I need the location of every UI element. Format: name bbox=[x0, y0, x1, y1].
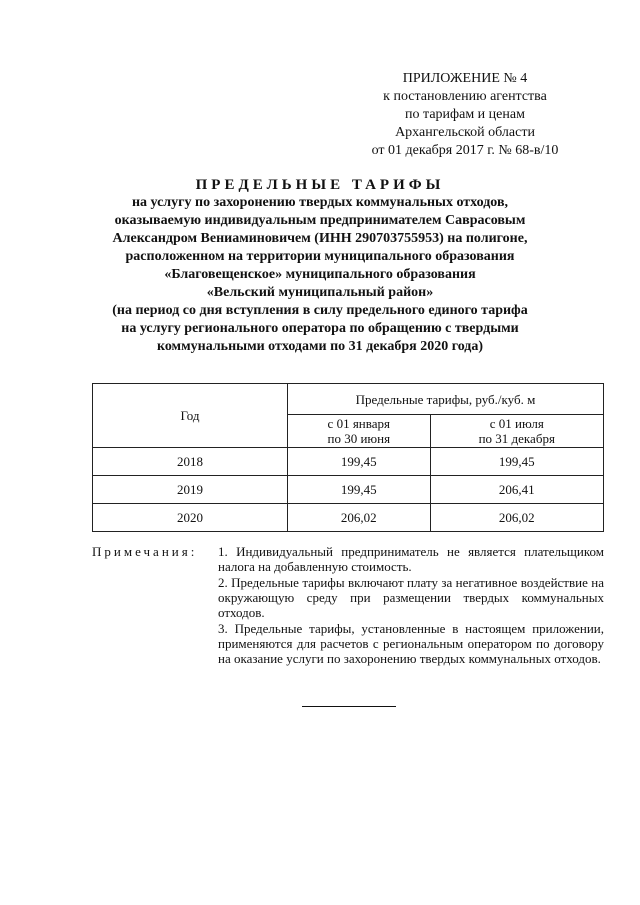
closing-rule bbox=[302, 706, 396, 707]
title-line: оказываемую индивидуальным предпринимателем Саврасовым bbox=[114, 213, 526, 228]
appendix-header bbox=[340, 70, 590, 160]
note-item: 2. Предельные тарифы включают плату за негативное воздействие на окружающую среду при размещении твердых коммунальных отходов. bbox=[218, 575, 604, 620]
title-line: «Благовещенское» муниципального образования bbox=[164, 267, 476, 282]
appendix-line: к постановлению агентства bbox=[383, 89, 547, 104]
notes-label: Примечания: bbox=[92, 544, 198, 559]
table-row bbox=[93, 504, 604, 532]
year-cell: 2020 bbox=[93, 504, 288, 532]
tariff-table bbox=[92, 383, 604, 532]
year-cell: 2019 bbox=[93, 476, 288, 504]
tariff-cell: 206,02 bbox=[288, 504, 431, 532]
table-row bbox=[93, 476, 604, 504]
year-cell: 2018 bbox=[93, 448, 288, 476]
period-to: по 30 июня bbox=[327, 431, 391, 446]
tariff-cell: 206,02 bbox=[430, 504, 603, 532]
appendix-line: Архангельской области bbox=[395, 125, 535, 140]
tariff-cell: 199,45 bbox=[288, 476, 431, 504]
document-title bbox=[90, 176, 550, 356]
appendix-number: ПРИЛОЖЕНИЕ № 4 bbox=[402, 71, 528, 86]
period-to: по 31 декабря bbox=[478, 431, 555, 446]
title-line: Александром Вениаминовичем (ИНН 290703755953) на полигоне, bbox=[112, 231, 528, 246]
table-row bbox=[93, 448, 604, 476]
title-heading: ПРЕДЕЛЬНЫЕ ТАРИФЫ bbox=[195, 177, 445, 193]
tariff-cell: 206,41 bbox=[430, 476, 603, 504]
title-line: коммунальными отходами по 31 декабря 2020 года) bbox=[156, 339, 484, 354]
tariff-header: Предельные тарифы, руб./куб. м bbox=[288, 384, 604, 415]
title-line: «Вельский муниципальный район» bbox=[206, 285, 434, 300]
note-item: 3. Предельные тарифы, установленные в настоящем приложении, применяются для расчетов с региональным оператором по договору на оказание услуги по захоронению твердых коммунальных отходов. bbox=[218, 621, 604, 666]
period-from: с 01 июля bbox=[489, 416, 544, 431]
period-header-first-half bbox=[288, 415, 431, 448]
title-line: расположенном на территории муниципального образования bbox=[125, 249, 515, 264]
title-line: на услугу регионального оператора по обращению с твердыми bbox=[121, 321, 519, 336]
note-item: 1. Индивидуальный предприниматель не является плательщиком налога на добавленную стоимость. bbox=[218, 544, 604, 574]
notes-list bbox=[218, 544, 604, 667]
title-line: (на период со дня вступления в силу предельного единого тарифа bbox=[112, 303, 528, 318]
tariff-cell: 199,45 bbox=[430, 448, 603, 476]
title-line: на услугу по захоронению твердых коммунальных отходов, bbox=[131, 195, 509, 210]
period-from: с 01 января bbox=[327, 416, 390, 431]
year-header: Год bbox=[93, 384, 288, 448]
tariff-cell: 199,45 bbox=[288, 448, 431, 476]
appendix-line: от 01 декабря 2017 г. № 68-в/10 bbox=[371, 143, 559, 158]
appendix-line: по тарифам и ценам bbox=[405, 107, 525, 122]
period-header-second-half bbox=[430, 415, 603, 448]
